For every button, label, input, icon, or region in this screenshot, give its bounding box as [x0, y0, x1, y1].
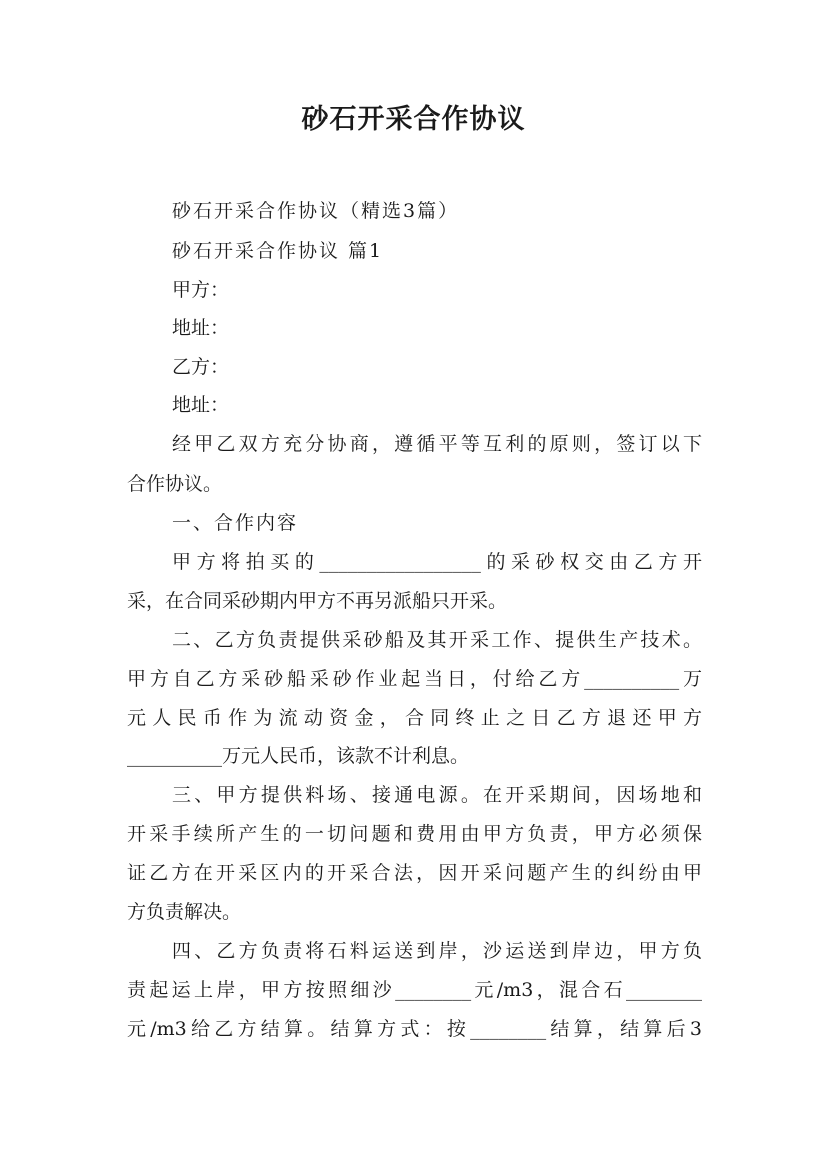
paragraph-line: 采，在合同采砂期内甲方不再另派船只开采。	[127, 590, 508, 612]
paragraph-line: 甲方自乙方采砂船采砂作业起当日，付给乙方__________万	[127, 668, 702, 690]
paragraph-line: 甲方将拍买的_________________的采砂权交由乙方开	[172, 551, 702, 573]
paragraph-line: 四、乙方负责将石料运送到岸，沙运送到岸边，甲方负	[172, 940, 702, 962]
paragraph-line: 责起运上岸，甲方按照细沙________元/m3，混合石________	[127, 979, 702, 1001]
party-a-address-label: 地址：	[172, 317, 230, 339]
paragraph-line: 元人民币作为流动资金，合同终止之日乙方退还甲方	[127, 707, 702, 729]
party-b-label: 乙方：	[172, 356, 230, 378]
paragraph-line: 经甲乙双方充分协商，遵循平等互利的原则，签订以下	[172, 433, 702, 455]
paragraph-line: 三、甲方提供料场、接通电源。在开采期间，因场地和	[172, 784, 702, 806]
section-heading: 砂石开采合作协议 篇1	[172, 240, 384, 262]
paragraph-line: 二、乙方负责提供采砂船及其开采工作、提供生产技术。	[172, 629, 702, 651]
paragraph-line: 证乙方在开采区内的开采合法，因开采问题产生的纠纷由甲	[127, 862, 702, 884]
paragraph-line: 合作协议。	[127, 473, 223, 495]
subtitle-line: 砂石开采合作协议（精选3篇）	[172, 200, 460, 222]
paragraph-line: 元/m3给乙方结算。结算方式：按________结算，结算后3	[127, 1018, 702, 1040]
party-b-address-label: 地址：	[172, 394, 230, 416]
paragraph-line: 开采手续所产生的一切问题和费用由甲方负责，甲方必须保	[127, 823, 702, 845]
party-a-label: 甲方：	[172, 279, 230, 301]
clause-heading: 一、合作内容	[172, 512, 299, 534]
paragraph-line: __________万元人民币，该款不计利息。	[127, 745, 470, 767]
paragraph-line: 方负责解决。	[127, 901, 242, 923]
document-title: 砂石开采合作协议	[301, 104, 526, 135]
